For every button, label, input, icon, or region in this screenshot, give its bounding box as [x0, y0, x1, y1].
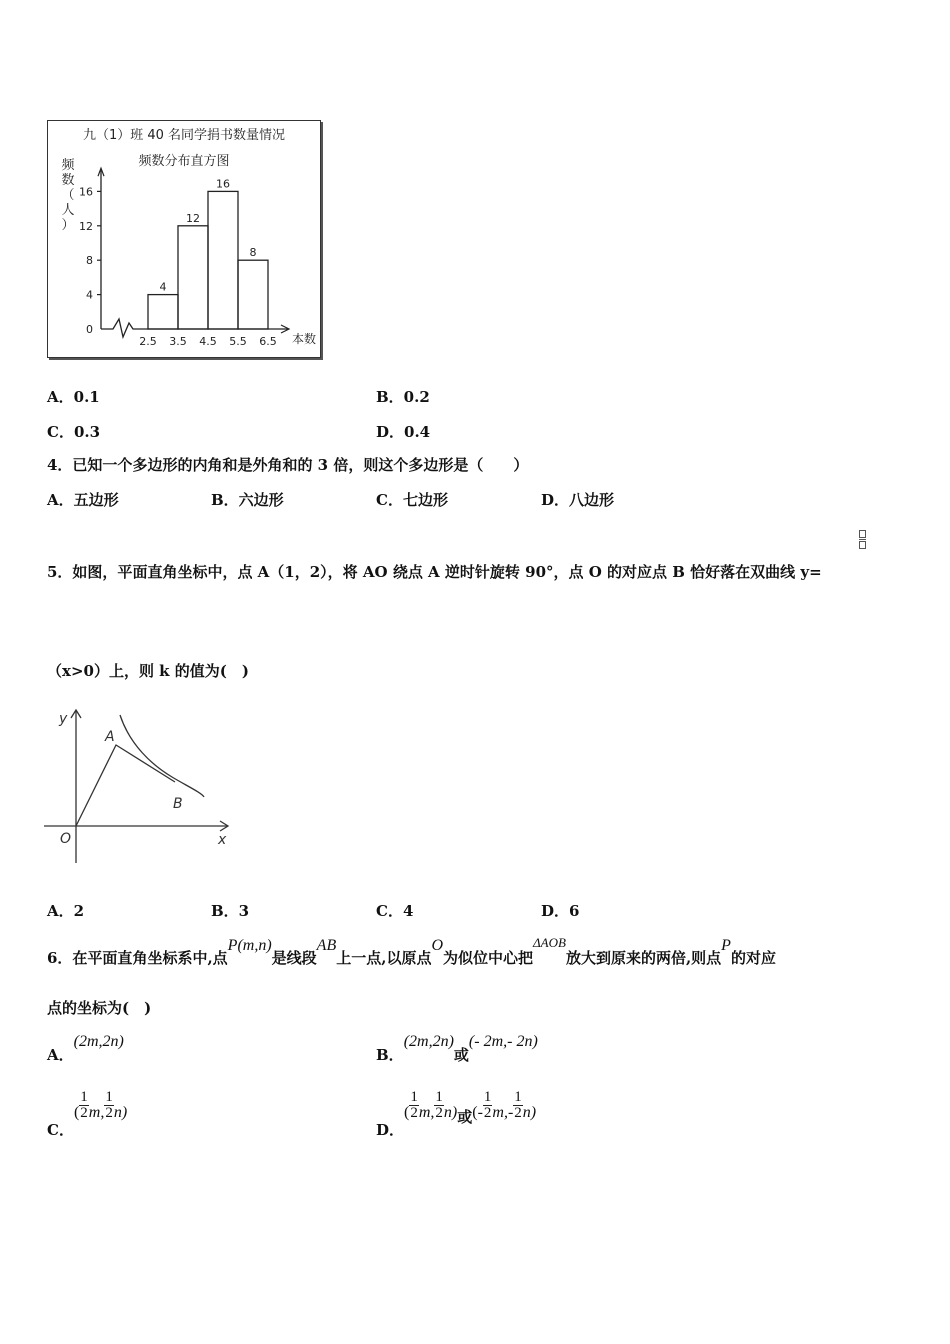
q6-d-open-paren-neg: (-	[472, 1103, 483, 1121]
fraction-num: 1	[435, 1089, 443, 1105]
q5-stem: 5．如图，平面直角坐标中，点 A（1，2），将 AO 绕点 A 逆时针旋转 90°，点 O 的对应点 B 恰好落在双曲线 y=	[47, 563, 822, 581]
label-o: O	[60, 831, 72, 847]
q6-option-c-label: C．	[47, 1120, 74, 1139]
q4-option-d[interactable]: D．八边形	[541, 491, 615, 509]
q6-option-b-or: 或	[453, 1046, 469, 1064]
histogram-x-tick-label: 3.5	[169, 335, 187, 348]
fraction-num: 1	[105, 1089, 113, 1105]
q6-c-open-paren: (	[73, 1103, 80, 1121]
label-x: x	[218, 832, 227, 848]
segment-o-a-b	[76, 745, 175, 826]
label-a: A	[105, 729, 115, 745]
histogram-x-tick-label: 4.5	[199, 335, 217, 348]
q5-stem-continued: （x>0）上，则 k 的值为( )	[47, 662, 249, 680]
histogram-x-tick-label: 6.5	[259, 335, 277, 348]
q6-d-half-2	[434, 1090, 444, 1121]
q6-option-a-math: (2m,2n)	[73, 1033, 124, 1050]
histogram-figure	[47, 120, 321, 358]
q6-option-d-label: D．	[376, 1120, 405, 1139]
histogram-y-tick-label: 12	[79, 219, 93, 233]
fraction-bar	[859, 539, 866, 540]
q6-d-n-neg: n)	[522, 1103, 537, 1121]
histogram-ylabel-char: （	[61, 188, 75, 203]
q6-c-half-1	[79, 1090, 89, 1121]
fraction-den: 2	[483, 1105, 492, 1121]
fraction-den: 2	[80, 1105, 88, 1121]
q4-stem: 4．已知一个多边形的内角和是外角和的 3 倍，则这个多边形是（ ）	[47, 456, 529, 474]
histogram-ylabel-char: ）	[61, 218, 75, 233]
q6-c-m: m,	[88, 1103, 105, 1121]
histogram-bar	[208, 191, 238, 329]
fraction-den: 2	[410, 1105, 418, 1121]
fraction-numerator-box	[859, 530, 866, 538]
q3-option-a[interactable]: A．0.1	[47, 388, 100, 406]
histogram-bar	[238, 260, 268, 329]
histogram-y-tick-label: 4	[86, 288, 93, 302]
q6-text-2: 是线段	[271, 949, 317, 967]
q5-k-over-x-placeholder	[859, 530, 866, 549]
q4-option-a[interactable]: A．五边形	[47, 491, 119, 509]
q6-point-p: P(m,n)	[227, 937, 272, 954]
fraction-den: 2	[105, 1105, 113, 1121]
q6-triangle-aob: ΔAOB	[533, 935, 566, 950]
q6-d-n: n)	[443, 1103, 458, 1121]
q6-text-1: 6．在平面直角坐标系中,点	[47, 949, 228, 967]
q5-option-d[interactable]: D．6	[541, 902, 580, 920]
q6-text-3: 上一点,以原点	[336, 949, 432, 967]
q6-d-half-3	[483, 1090, 493, 1121]
q6-text-6: 的对应	[730, 949, 776, 967]
q3-option-b[interactable]: B．0.2	[376, 388, 430, 406]
q6-text-5: 放大到原来的两倍,则点	[565, 949, 722, 967]
q6-option-b[interactable]	[376, 1030, 538, 1064]
q6-option-b-math1: (2m,2n)	[403, 1033, 454, 1050]
q5-figure	[42, 705, 237, 865]
q6-d-open-paren: (	[404, 1103, 410, 1121]
histogram-data-label: 12	[186, 211, 200, 225]
fraction-den: 2	[514, 1105, 522, 1121]
q6-origin-o: O	[431, 937, 444, 954]
q6-d-m-neg: m,-	[492, 1103, 514, 1121]
histogram-y-tick-label: 16	[79, 185, 93, 199]
histogram-bar	[148, 295, 178, 329]
q6-option-d-or: 或	[457, 1107, 473, 1126]
q6-option-d[interactable]	[376, 1089, 537, 1139]
histogram-data-label: 8	[249, 246, 257, 260]
histogram-title-line2: 频数分布直方图	[138, 154, 230, 169]
fraction-den: 2	[435, 1105, 443, 1121]
q6-d-half-4	[513, 1090, 523, 1121]
q6-option-b-math2: (- 2m,- 2n)	[468, 1033, 538, 1050]
q5-option-b[interactable]: B．3	[211, 902, 250, 920]
q3-option-c[interactable]: C．0.3	[47, 423, 101, 441]
q6-stem-line1	[47, 934, 927, 974]
label-b: B	[173, 796, 183, 812]
histogram-data-label: 16	[216, 177, 230, 191]
q6-text-4: 为似位中心把	[443, 949, 534, 967]
q5-option-a[interactable]: A．2	[47, 902, 85, 920]
q6-option-b-label: B．	[376, 1046, 404, 1064]
q4-option-c[interactable]: C．七边形	[376, 491, 448, 509]
fraction-num: 1	[483, 1089, 492, 1105]
q6-segment-ab: AB	[316, 937, 337, 954]
q6-option-a[interactable]	[47, 1030, 124, 1064]
q4-option-b[interactable]: B．六边形	[211, 491, 284, 509]
label-y: y	[59, 711, 68, 727]
q5-coordinate-diagram	[42, 705, 237, 865]
q6-d-m: m,	[418, 1103, 435, 1121]
histogram-bar	[178, 226, 208, 329]
histogram-x-tick-label: 2.5	[139, 335, 157, 348]
histogram-y-tick-label: 0	[86, 323, 93, 336]
q5-option-c[interactable]: C．4	[376, 902, 414, 920]
histogram-x-tick-label: 5.5	[229, 335, 247, 348]
fraction-num: 1	[410, 1089, 418, 1105]
q6-option-a-label: A．	[47, 1046, 74, 1064]
histogram-data-label: 4	[159, 280, 167, 294]
histogram-xlabel: 本数	[292, 332, 317, 346]
q6-option-c[interactable]	[47, 1089, 128, 1139]
histogram-ylabel-char: 人	[61, 203, 75, 218]
histogram-ylabel-char: 数	[61, 173, 75, 188]
histogram-y-tick-label: 8	[86, 254, 93, 268]
histogram-title-line1: 九（1）班 40 名同学捐书数量情况	[82, 128, 286, 143]
fraction-num: 1	[80, 1089, 88, 1105]
q6-stem-line2: 点的坐标为( )	[47, 999, 152, 1017]
fraction-num: 1	[514, 1089, 522, 1105]
q6-c-n: n)	[113, 1103, 128, 1121]
q6-point-p-2: P	[721, 937, 731, 954]
q6-d-half-1	[409, 1090, 419, 1121]
histogram-ylabel-char: 频	[61, 158, 75, 173]
q3-option-d[interactable]: D．0.4	[376, 423, 431, 441]
q6-c-half-2	[104, 1090, 114, 1121]
histogram-chart	[48, 121, 320, 357]
fraction-denominator-box	[859, 541, 866, 549]
